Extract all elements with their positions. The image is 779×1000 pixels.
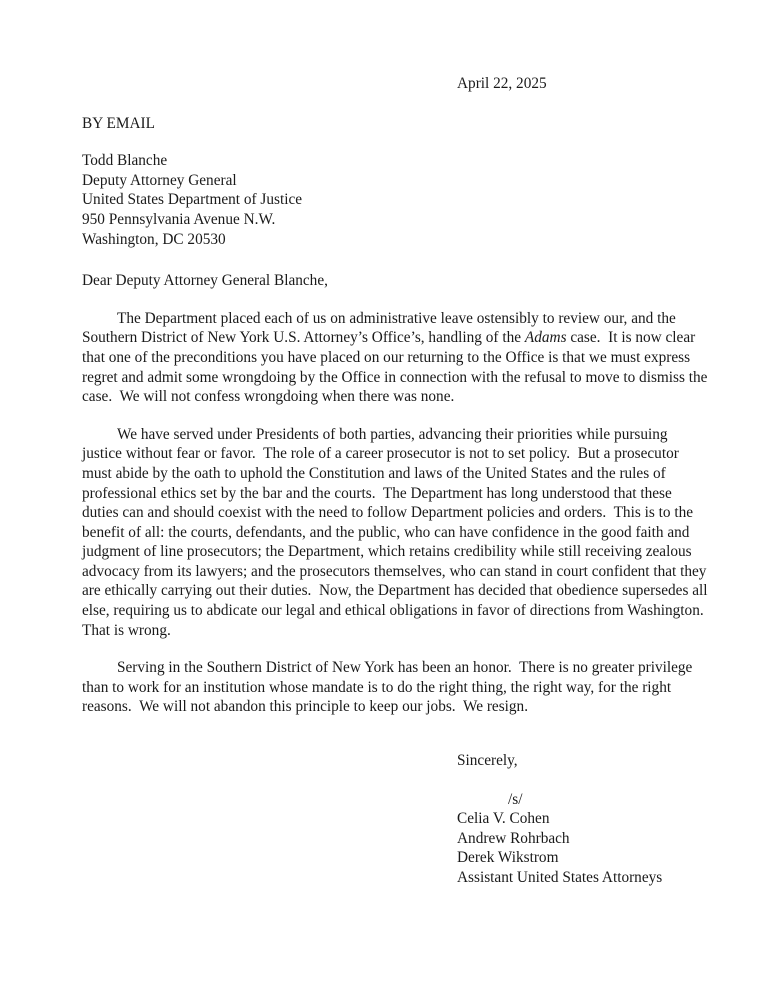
signers-title: Assistant United States Attorneys xyxy=(457,869,663,886)
body-paragraph xyxy=(82,425,710,641)
signer-name: Andrew Rohrbach xyxy=(457,829,570,847)
signer-name: Derek Wikstrom xyxy=(457,849,559,867)
closing-salutation: Sincerely, xyxy=(457,752,518,770)
recipient-address-line: United States Department of Justice xyxy=(82,191,303,209)
letter-date: April 22, 2025 xyxy=(457,75,547,92)
signer-names xyxy=(457,809,710,868)
letter-body xyxy=(82,309,710,717)
signature-mark: /s/ xyxy=(508,790,523,808)
paragraph-text: We have served under Presidents of both parties, advancing their priorities while pursuing justice without fear or favor. The role of a career prosecutor is not to set policy. But a prosecutor must abide by the oath to uphold the Constitution and laws of the United States and the rules of professional ethics set by the bar and the courts. The Department has long understood that these duties can and should coexist with the need to follow Department policies and orders. This is to the benefit of all: the courts, defendants, and the public, who can have confidence in the good faith and judgment of line prosecutors; the Department, which retains credibility while still receiving zealous advocacy from its lawyers; and the prosecutors themselves, who can stand in court confident that they are ethically carrying out their duties. Now, the Department has decided that obedience supersedes all else, requiring us to abdicate our legal and ethical obligations in favor of directions from Washington. That is wrong. xyxy=(82,425,712,639)
paragraph-text: Serving in the Southern District of New York has been an honor. There is no greater privilege than to work for an institution whose mandate is to do the right thing, the right way, for the right reasons. We will not abandon this principle to keep our jobs. We resign. xyxy=(82,659,697,716)
salutation: Dear Deputy Attorney General Blanche, xyxy=(82,272,328,290)
recipient-address-line: Deputy Attorney General xyxy=(82,171,237,189)
recipient-address-line: Washington, DC 20530 xyxy=(82,230,226,248)
recipient-address-line: Todd Blanche xyxy=(82,152,168,170)
paragraph-text: case. It is now clear that one of the preconditions you have placed on our returning to the Office is that we must express regret and admit some wrongdoing by the Office in connection with the refusal to move to dismiss the case. We will not confess wrongdoing when there was none. xyxy=(82,329,712,406)
recipient-address xyxy=(82,151,710,249)
delivery-method: BY EMAIL xyxy=(82,114,155,132)
case-name-italic: Adams xyxy=(524,329,567,347)
signer-name: Celia V. Cohen xyxy=(457,810,550,828)
paragraph-text: The Department placed each of us on administrative leave ostensibly to review our, and the Southern District of New York U.S. Attorney’s Office’s, handling of the xyxy=(82,309,680,347)
body-paragraph xyxy=(82,658,710,717)
closing-block xyxy=(457,751,710,888)
recipient-address-line: 950 Pennsylvania Avenue N.W. xyxy=(82,210,276,228)
body-paragraph xyxy=(82,309,710,407)
letter-content xyxy=(82,74,710,888)
